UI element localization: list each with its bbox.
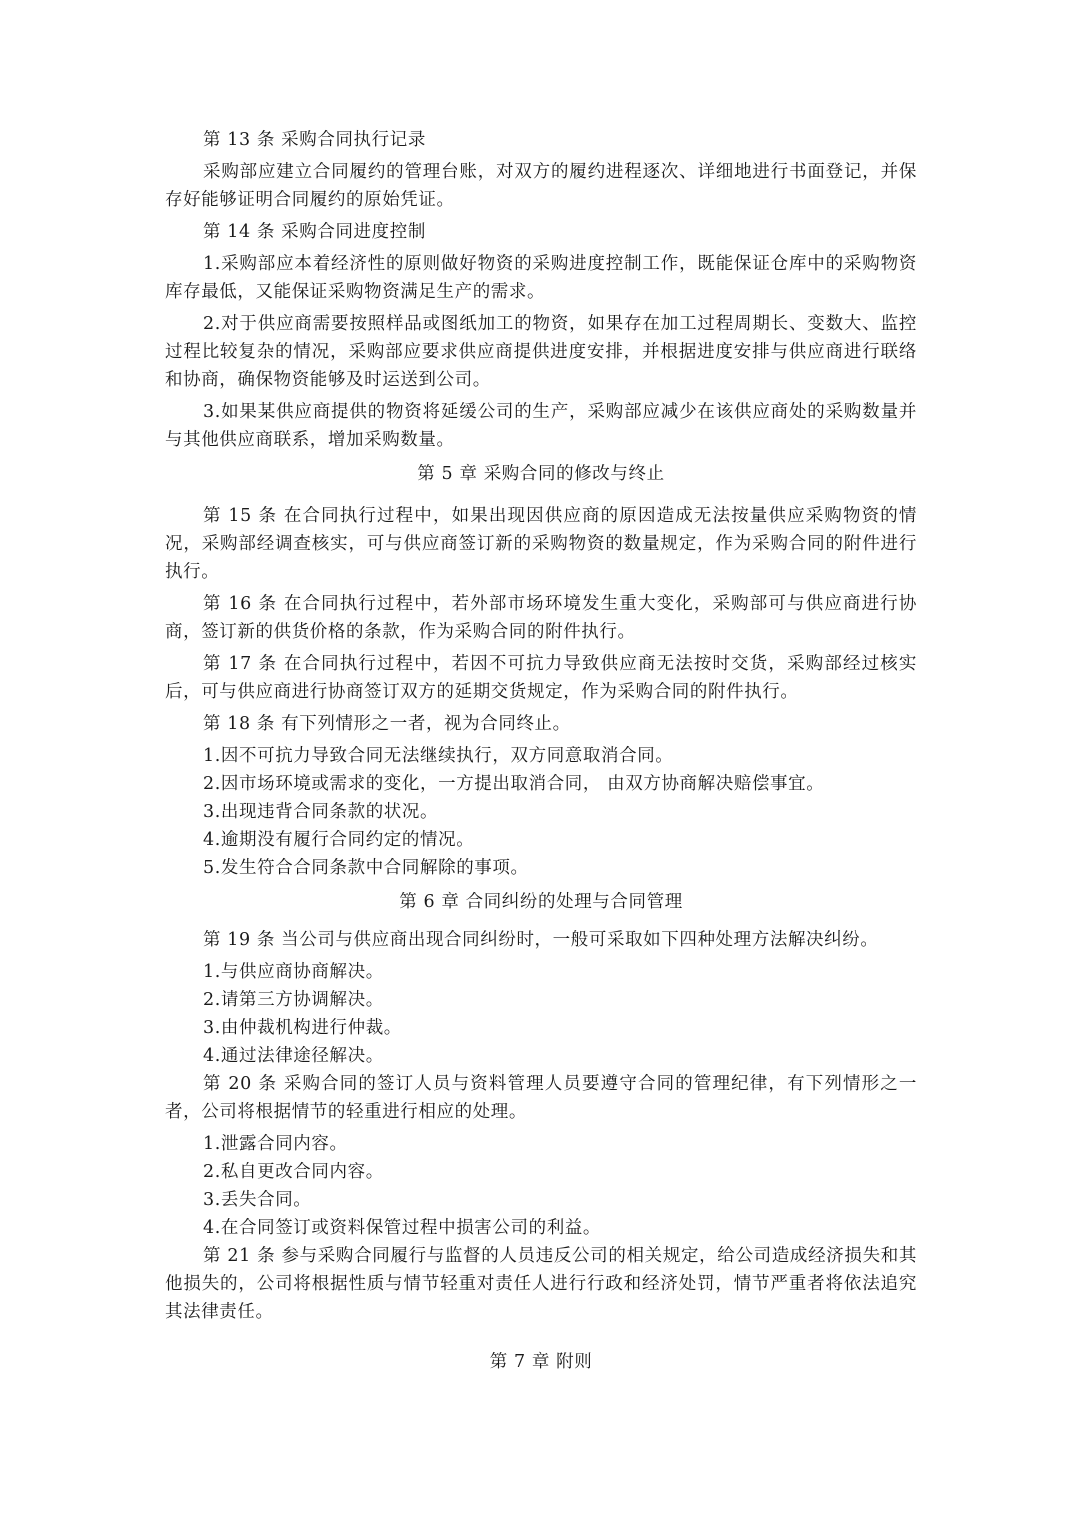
article-14-title: 第 14 条 采购合同进度控制: [203, 222, 426, 242]
article-19-item: 2.请第三方协调解决。: [203, 990, 384, 1010]
article-14-item-2: 2.对于供应商需要按照样品或图纸加工的物资，如果存在加工过程周期长、变数大、监控过程比较复杂的情况，采购部应要求供应商提供进度安排，并根据进度安排与供应商进行联络和协商，确保物资能够及时运送到公司。: [165, 314, 917, 390]
article-20-item: 2.私自更改合同内容。: [203, 1162, 384, 1182]
article-21: 第 21 条 参与采购合同履行与监督的人员违反公司的相关规定，给公司造成经济损失和其他损失的，公司将根据性质与情节轻重对责任人进行行政和经济处罚，情节严重者将依法追究其法律责任。: [165, 1246, 917, 1322]
article-18-item: 1.因不可抗力导致合同无法继续执行，双方同意取消合同。: [203, 746, 674, 766]
article-18-item: 3.出现违背合同条款的状况。: [203, 802, 439, 822]
article-20-item: 3.丢失合同。: [203, 1190, 312, 1210]
article-19: 第 19 条 当公司与供应商出现合同纠纷时，一般可采取如下四种处理方法解决纠纷。: [203, 930, 879, 950]
article-19-item: 3.由仲裁机构进行仲裁。: [203, 1018, 402, 1038]
article-16: 第 16 条 在合同执行过程中，若外部市场环境发生重大变化，采购部可与供应商进行协商，签订新的供货价格的条款，作为采购合同的附件执行。: [165, 594, 917, 642]
article-20-item: 1.泄露合同内容。: [203, 1134, 348, 1154]
chapter-7-heading: 第 7 章 附则: [489, 1352, 593, 1372]
article-14-item-1: 1.采购部应本着经济性的原则做好物资的采购进度控制工作，既能保证仓库中的采购物资库存最低，又能保证采购物资满足生产的需求。: [165, 254, 917, 302]
article-20-item: 4.在合同签订或资料保管过程中损害公司的利益。: [203, 1218, 601, 1238]
article-20: 第 20 条 采购合同的签订人员与资料管理人员要遵守合同的管理纪律，有下列情形之一者，公司将根据情节的轻重进行相应的处理。: [165, 1074, 917, 1122]
article-18-item: 2.因市场环境或需求的变化，一方提出取消合同， 由双方协商解决赔偿事宜。: [203, 774, 825, 794]
article-13-body: 采购部应建立合同履约的管理台账，对双方的履约进程逐次、详细地进行书面登记，并保存好能够证明合同履约的原始凭证。: [165, 162, 917, 210]
article-13-title: 第 13 条 采购合同执行记录: [203, 130, 426, 150]
document-body: [165, 126, 917, 1386]
chapter-5-heading: 第 5 章 采购合同的修改与终止: [417, 464, 665, 484]
article-14-item-3: 3.如果某供应商提供的物资将延缓公司的生产，采购部应减少在该供应商处的采购数量并与其他供应商联系，增加采购数量。: [165, 402, 917, 450]
chapter-6-heading: 第 6 章 合同纠纷的处理与合同管理: [399, 892, 683, 912]
article-17: 第 17 条 在合同执行过程中，若因不可抗力导致供应商无法按时交货，采购部经过核实后，可与供应商进行协商签订双方的延期交货规定，作为采购合同的附件执行。: [165, 654, 917, 702]
article-15: 第 15 条 在合同执行过程中，如果出现因供应商的原因造成无法按量供应采购物资的情况，采购部经调查核实，可与供应商签订新的采购物资的数量规定，作为采购合同的附件进行执行。: [165, 506, 917, 582]
article-18-item: 5.发生符合合同条款中合同解除的事项。: [203, 858, 529, 878]
article-19-item: 1.与供应商协商解决。: [203, 962, 384, 982]
article-19-item: 4.通过法律途径解决。: [203, 1046, 384, 1066]
article-18: 第 18 条 有下列情形之一者，视为合同终止。: [203, 714, 571, 734]
article-18-item: 4.逾期没有履行合同约定的情况。: [203, 830, 475, 850]
